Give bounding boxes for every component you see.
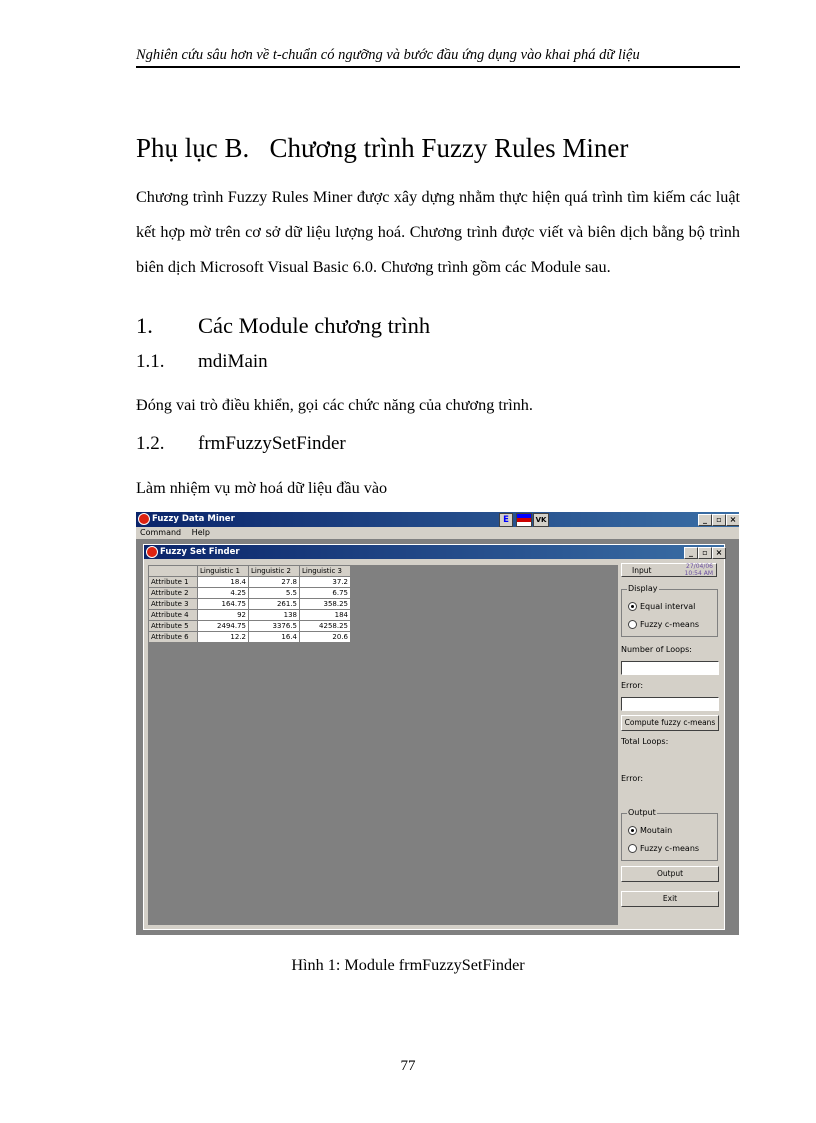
grid-cell[interactable]: 261.5 <box>249 599 300 610</box>
child-titlebar <box>144 545 724 559</box>
grid-cell[interactable]: 4.25 <box>198 588 249 599</box>
row-header: Attribute 6 <box>149 632 198 643</box>
loops-input[interactable] <box>621 661 719 675</box>
exit-button[interactable]: Exit <box>621 891 719 907</box>
grid-cell[interactable]: 3376.5 <box>249 621 300 632</box>
app-icon <box>146 546 158 558</box>
row-header: Attribute 4 <box>149 610 198 621</box>
grid-row[interactable] <box>149 588 351 599</box>
minimize-icon[interactable]: _ <box>698 514 712 526</box>
clock-time: 10:54 AM <box>684 570 713 577</box>
section-number: 1. <box>136 313 153 338</box>
grid-cell[interactable]: 6.75 <box>300 588 351 599</box>
tray-flag-icon[interactable] <box>516 513 532 527</box>
restore-icon[interactable]: ▫ <box>712 514 726 526</box>
grid-column-header: Linguistic 2 <box>249 566 300 577</box>
grid-cell[interactable]: 5.5 <box>249 588 300 599</box>
grid-row[interactable] <box>149 621 351 632</box>
loops-label: Number of Loops: <box>621 645 692 654</box>
figure-screenshot <box>136 512 739 935</box>
tray-vk-icon[interactable]: VK <box>533 513 549 527</box>
subsection-title: mdiMain <box>198 351 268 372</box>
grid-cell[interactable]: 18.4 <box>198 577 249 588</box>
subsection-number: 1.2. <box>136 433 165 454</box>
radio-selected-icon <box>628 826 637 835</box>
subsection-title: frmFuzzySetFinder <box>198 433 346 454</box>
output-group <box>621 808 718 861</box>
row-header: Attribute 1 <box>149 577 198 588</box>
radio-icon <box>628 620 637 629</box>
page-number: 77 <box>400 1058 416 1074</box>
error-label: Error: <box>621 681 644 690</box>
grid-cell[interactable]: 184 <box>300 610 351 621</box>
section-title: Các Module chương trình <box>198 313 431 338</box>
row-header: Attribute 5 <box>149 621 198 632</box>
radio-label: Moutain <box>640 826 673 835</box>
radio-fuzzy-cmeans-output[interactable] <box>628 844 699 853</box>
input-button-label: Input <box>632 566 652 575</box>
fuzzy-set-finder-window <box>143 544 725 930</box>
subsection-1-1-text: Đóng vai trò điều khiển, gọi các chức năng của chương trình. <box>136 396 533 414</box>
menu-help[interactable]: Help <box>191 528 210 537</box>
radio-label: Fuzzy c-means <box>640 844 700 853</box>
grid-row[interactable] <box>149 577 351 588</box>
menu-bar <box>136 527 739 539</box>
figure-caption: Hình 1: Module frmFuzzySetFinder <box>291 956 525 974</box>
output-button[interactable]: Output <box>621 866 719 882</box>
child-title: Fuzzy Set Finder <box>160 547 240 557</box>
restore-icon[interactable]: ▫ <box>698 547 712 559</box>
radio-moutain[interactable] <box>628 826 672 835</box>
compute-fuzzy-cmeans-button[interactable]: Compute fuzzy c-means <box>621 715 719 731</box>
grid-cell[interactable]: 20.6 <box>300 632 351 643</box>
intro-paragraph: Chương trình Fuzzy Rules Miner được xây dựng nhằm thực hiện quá trình tìm kiếm các luật kết hợp mờ trên cơ sở dữ liệu lượng hoá. Chương trình được viết và biên dịch bằng bộ trình biên dịch Microsoft Visual Basic 6.0. Chương trình gồm các Module sau. <box>136 188 740 276</box>
close-icon[interactable]: × <box>726 514 739 526</box>
grid-cell[interactable]: 92 <box>198 610 249 621</box>
minimize-icon[interactable]: _ <box>684 547 698 559</box>
grid-cell[interactable]: 358.25 <box>300 599 351 610</box>
app-title: Fuzzy Data Miner <box>152 514 235 524</box>
grid-cell[interactable]: 138 <box>249 610 300 621</box>
clock-date: 27/04/06 <box>686 563 713 570</box>
error-result-label: Error: <box>621 774 644 783</box>
display-group-label: Display <box>628 584 658 593</box>
appendix-title: Phụ lục B. Chương trình Fuzzy Rules Miner <box>136 133 629 163</box>
grid-cell[interactable]: 12.2 <box>198 632 249 643</box>
radio-equal-interval[interactable] <box>628 602 695 611</box>
tray-e-icon[interactable]: E <box>499 513 513 527</box>
row-header: Attribute 2 <box>149 588 198 599</box>
grid-header-row <box>149 566 351 577</box>
grid-cell[interactable]: 2494.75 <box>198 621 249 632</box>
total-loops-label: Total Loops: <box>621 737 669 746</box>
radio-label: Equal interval <box>640 602 696 611</box>
grid-column-header: Linguistic 3 <box>300 566 351 577</box>
radio-icon <box>628 844 637 853</box>
grid-cell[interactable]: 16.4 <box>249 632 300 643</box>
section-1-heading <box>136 313 430 339</box>
subsection-number: 1.1. <box>136 351 165 372</box>
grid-corner <box>149 566 198 577</box>
grid-row[interactable] <box>149 610 351 621</box>
subsection-1-2-text: Làm nhiệm vụ mờ hoá dữ liệu đầu vào <box>136 479 388 497</box>
grid-row[interactable] <box>149 632 351 643</box>
radio-label: Fuzzy c-means <box>640 620 700 629</box>
subsection-1-1-heading <box>136 351 268 373</box>
input-button[interactable] <box>621 563 717 577</box>
radio-selected-icon <box>628 602 637 611</box>
row-header: Attribute 3 <box>149 599 198 610</box>
radio-fuzzy-cmeans-display[interactable] <box>628 620 699 629</box>
grid-column-header: Linguistic 1 <box>198 566 249 577</box>
grid-row[interactable] <box>149 599 351 610</box>
grid-cell[interactable]: 4258.25 <box>300 621 351 632</box>
display-group <box>621 584 718 637</box>
grid-cell[interactable]: 164.75 <box>198 599 249 610</box>
header-rule <box>136 66 740 68</box>
menu-command[interactable]: Command <box>140 528 182 537</box>
grid-cell[interactable]: 37.2 <box>300 577 351 588</box>
running-header: Nghiên cứu sâu hơn về t-chuẩn có ngưỡng và bước đầu ứng dụng vào khai phá dữ liệu <box>136 47 640 63</box>
grid-cell[interactable]: 27.8 <box>249 577 300 588</box>
clock-overlay <box>685 563 713 577</box>
output-group-label: Output <box>628 808 656 817</box>
app-titlebar <box>136 512 739 527</box>
subsection-1-2-heading <box>136 433 346 455</box>
app-icon <box>138 513 150 525</box>
error-input[interactable] <box>621 697 719 711</box>
fuzzy-set-grid[interactable] <box>148 565 351 643</box>
close-icon[interactable]: × <box>712 547 726 559</box>
